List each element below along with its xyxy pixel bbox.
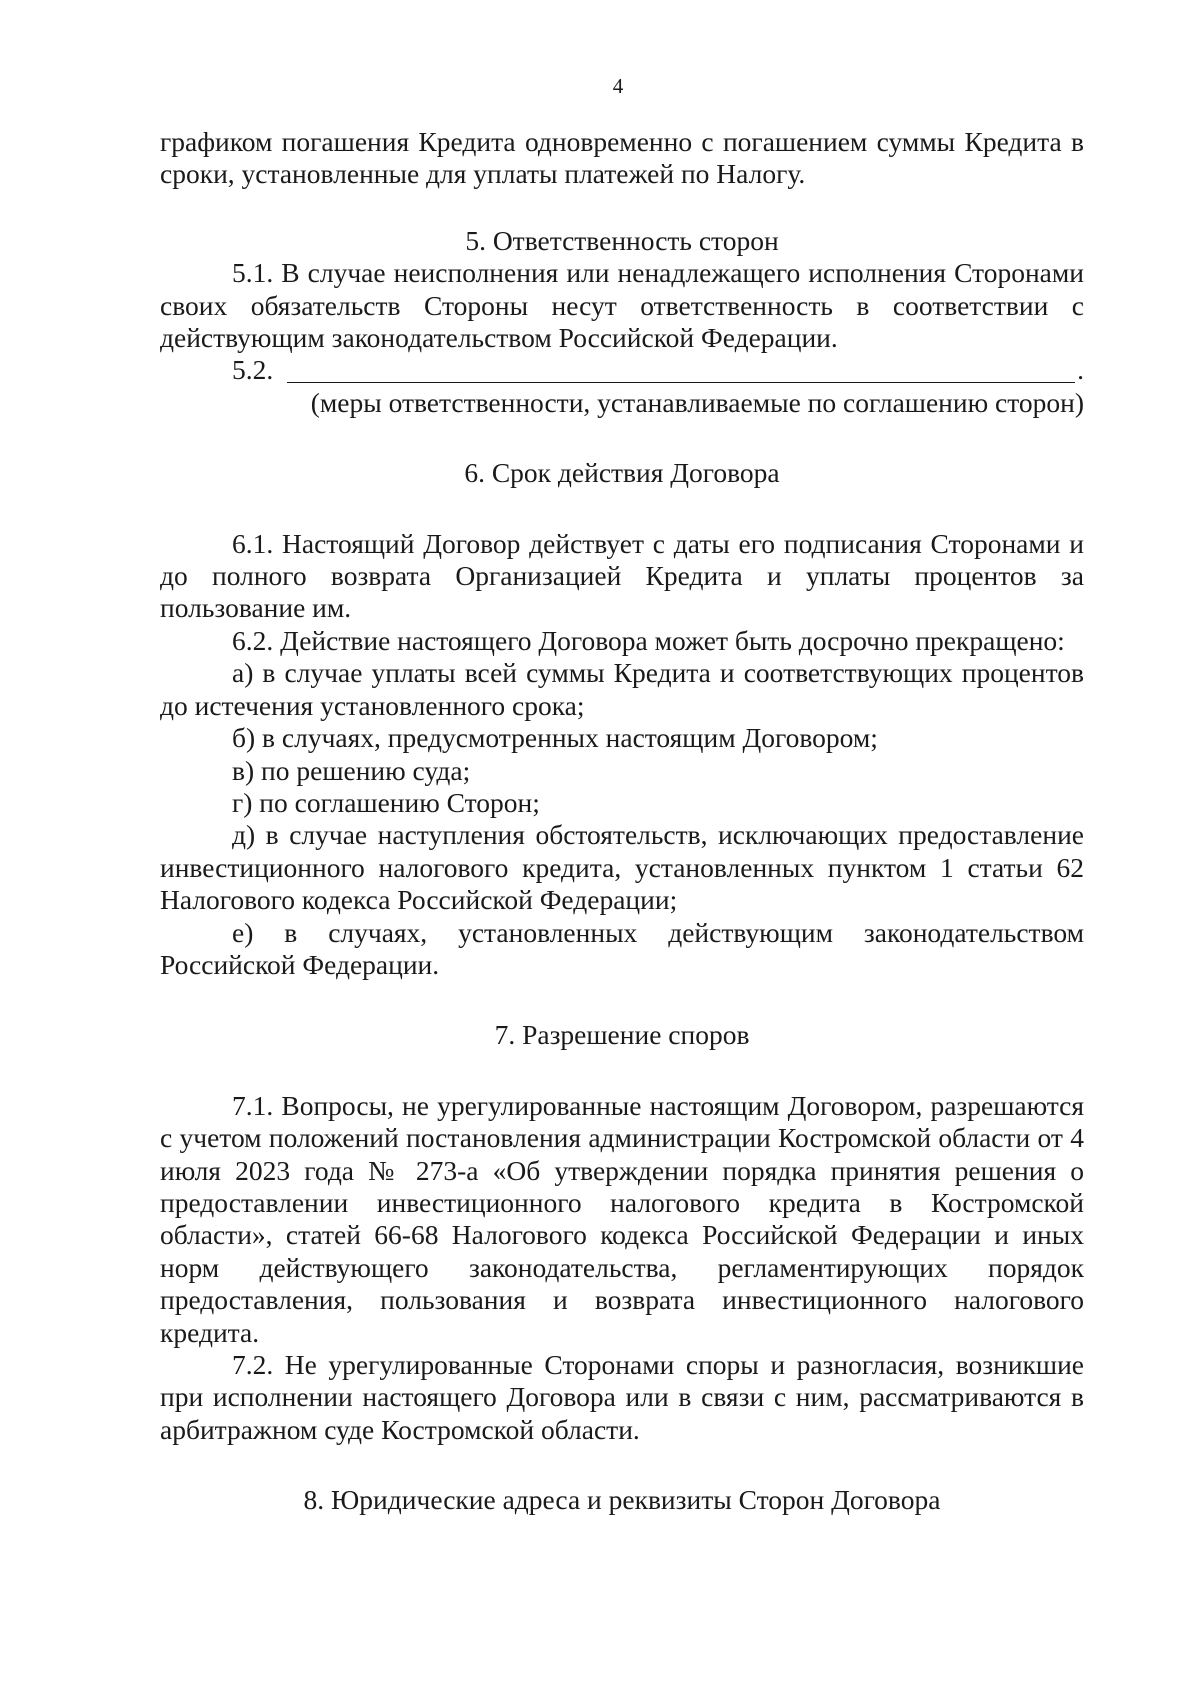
clause-5-2-end: . [1077,354,1084,386]
clause-7-1: 7.1. Вопросы, не урегулированные настоящим Договором, разрешаются с учетом положений постановления администрации Костромской области от 4 июля 2023 года № 273-а «Об утверждении порядка принятия решения о предоставлении инвестиционного налогового кредита в Костромской области», статей 66-68 Налогового кодекса Российской Федерации и иных норм действующего законодательства, регламентирующих порядок предоставления, пользования и возврата инвестиционного налогового кредита. [160,1089,1084,1348]
section-8-heading: 8. Юридические адреса и реквизиты Сторон Договора [303,1484,941,1516]
list-item-a: а) в случае уплаты всей суммы Кредита и соответствующих процентов до истечения установленного срока; [160,657,1084,721]
section-6-heading: 6. Срок действия Договора [464,457,780,489]
document-body [160,126,1084,1517]
clause-5-2-caption: (меры ответственности, устанавливаемые по соглашению сторон) [310,386,1084,418]
section-7-heading: 7. Разрешение споров [494,1019,750,1051]
clause-5-2-number: 5.2. [232,354,274,386]
list-item-v: в) по решению суда; [232,754,471,786]
clause-5-2-blank-field [287,356,1075,383]
page-number: 4 [612,74,624,98]
list-item-d: д) в случае наступления обстоятельств, исключающих предоставление инвестиционного налогового кредита, установленных пунктом 1 статьи 62 Налогового кодекса Российской Федерации; [160,819,1084,916]
list-item-b: б) в случаях, предусмотренных настоящим Договором; [232,722,878,754]
intro-paragraph: графиком погашения Кредита одновременно с погашением суммы Кредита в сроки, установленные для уплаты платежей по Налогу. [160,126,1084,190]
clause-5-1: 5.1. В случае неисполнения или ненадлежащего исполнения Сторонами своих обязательств Стороны несут ответственность в соответствии с действующим законодательством Российской Федерации. [160,257,1084,354]
clause-5-2 [160,354,1084,386]
section-5-heading: 5. Ответственность сторон [465,224,779,256]
clause-6-2: 6.2. Действие настоящего Договора может быть досрочно прекращено: [232,624,1065,656]
clause-6-1: 6.1. Настоящий Договор действует с даты его подписания Сторонами и до полного возврата Организацией Кредита и уплаты процентов за пользование им. [160,527,1084,624]
clause-7-2: 7.2. Не урегулированные Сторонами споры и разногласия, возникшие при исполнении настоящего Договора или в связи с ним, рассматриваются в арбитражном суде Костромской области. [160,1349,1084,1445]
list-item-e: е) в случаях, установленных действующим законодательством Российской Федерации. [160,916,1084,980]
list-item-g: г) по соглашению Сторон; [232,786,540,818]
